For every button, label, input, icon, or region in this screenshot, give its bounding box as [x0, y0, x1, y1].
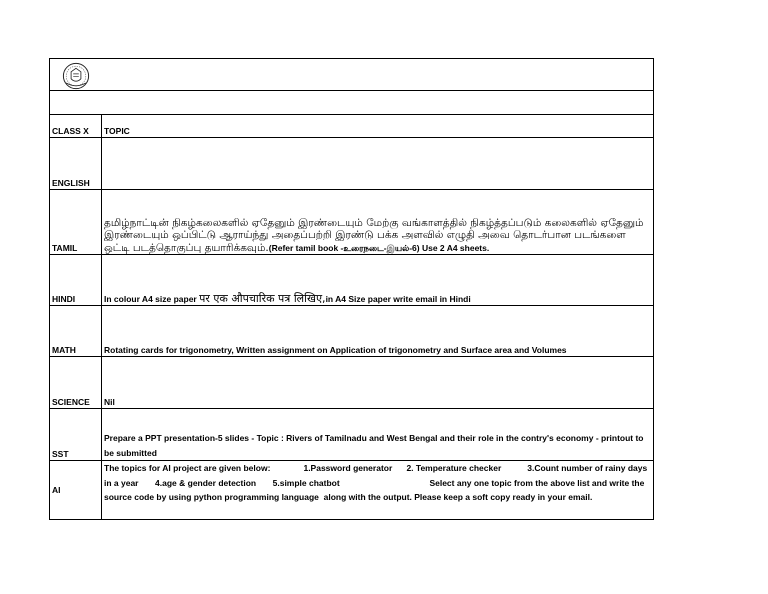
- topic-header: TOPIC: [102, 115, 654, 138]
- subject-cell: TAMIL: [50, 190, 102, 255]
- logo-cell: [50, 59, 654, 91]
- topic-cell: [102, 138, 654, 190]
- subject-cell: SST: [50, 409, 102, 461]
- tamil-topic-tail: (Refer tamil book -உரைநடை-இயல்-6) Use 2 A4 sheets.: [268, 242, 490, 253]
- subject-cell: ENGLISH: [50, 138, 102, 190]
- hindi-topic-c: in A4 Size paper write email in Hindi: [325, 294, 471, 304]
- header-row: [50, 115, 654, 138]
- topic-cell: Rotating cards for trigonometry, Written assignment on Application of trigonometry and Surface area and Volumes: [102, 306, 654, 357]
- homework-sheet: [49, 58, 654, 520]
- topic-cell: [102, 255, 654, 306]
- blank-cell: [50, 91, 654, 115]
- logo-row: [50, 59, 654, 91]
- hindi-topic-b: पर एक औपचारिक पत्र लिखिए,: [199, 292, 326, 305]
- subject-cell: HINDI: [50, 255, 102, 306]
- tamil-topic-text: [104, 217, 651, 255]
- table-row: [50, 306, 654, 357]
- topic-cell: The topics for AI project are given below: 1.Password generator 2. Temperature checker 3.Count number of rainy days in a year 4.age & gender detection 5.simple chatbot Select any one topic from the above list and write the source code by using python programming language along with the output. Please keep a soft copy ready in your email.: [102, 461, 654, 520]
- table-row: [50, 138, 654, 190]
- subject-cell: SCIENCE: [50, 357, 102, 409]
- school-crest-icon: [62, 62, 90, 90]
- table-row: [50, 461, 654, 520]
- table-row: [50, 409, 654, 461]
- table-row: [50, 190, 654, 255]
- topic-cell: Prepare a PPT presentation-5 slides - Topic : Rivers of Tamilnadu and West Bengal and their role in the contry's economy - printout to be submitted: [102, 409, 654, 461]
- table-row: [50, 255, 654, 306]
- topic-cell: Nil: [102, 357, 654, 409]
- subject-cell: MATH: [50, 306, 102, 357]
- topic-cell: [102, 190, 654, 255]
- subject-cell: AI: [50, 461, 102, 520]
- blank-row: [50, 91, 654, 115]
- tamil-topic-main: தமிழ்நாட்டின் நிகழ்கலைகளில் ஏதேனும் இரண்டையும் மேற்கு வங்காளத்தில் நிகழ்த்தப்படும் கலைகளில் ஏதேனும் இரண்டையும் ஒப்பிட்டு ஆராய்ந்து அதைப்பற்றி இரண்டு பக்க அளவில் எழுதி அவை தொடர்பான படங்களை ஒட்டி படத்தொகுப்பு தயாரிக்கவும்.: [104, 216, 644, 254]
- table-row: [50, 357, 654, 409]
- hindi-topic-a: In colour A4 size paper: [104, 294, 200, 304]
- class-header: CLASS X: [50, 115, 102, 138]
